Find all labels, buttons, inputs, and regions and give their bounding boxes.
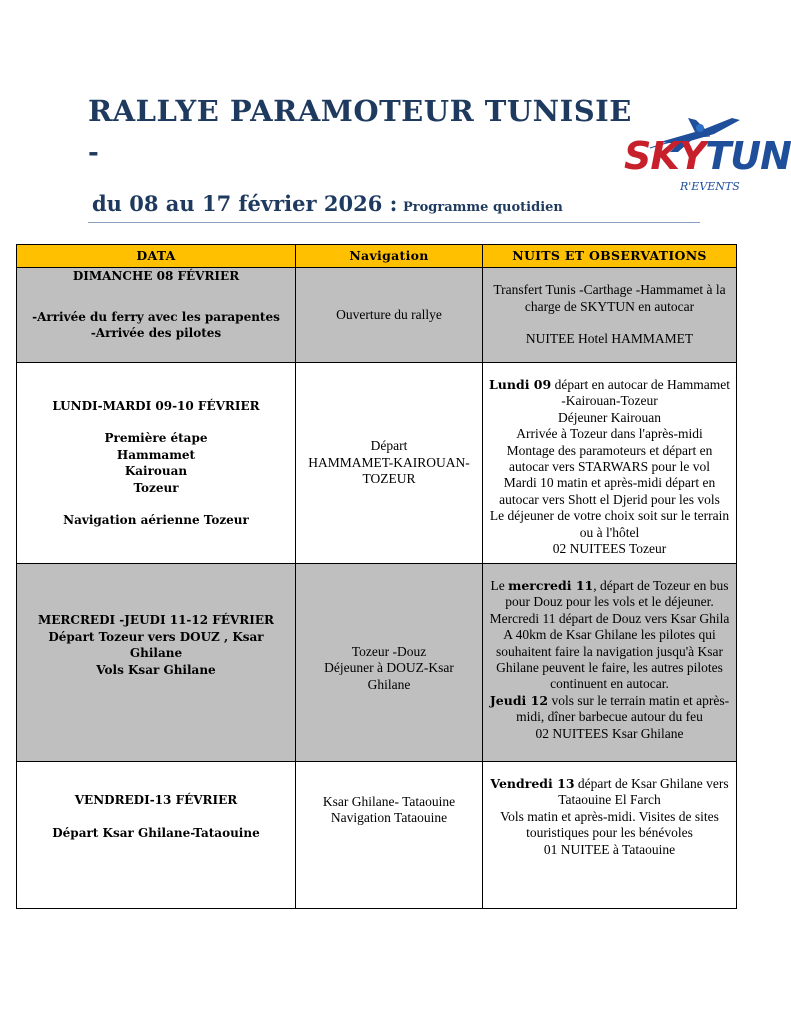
navigation-line: HAMMAMET-KAIROUAN-TOZEUR [308,454,470,487]
observation-line: 02 NUITEES Ksar Ghilane [535,725,684,741]
observation-line: Vols matin et après-midi. Visites de sites touristiques pour les bénévoles [500,808,719,841]
row-observations-cell [483,762,737,909]
title-dash: - [88,138,99,168]
document-header [84,88,791,228]
day-label: DIMANCHE 08 FÉVRIER [72,269,240,283]
detail-line: Tozeur [133,480,179,495]
row-navigation-cell [296,762,483,909]
detail-line: -Arrivée du ferry avec les parapentes [32,309,280,324]
table-row [17,564,737,762]
observation-line: Arrivée à Tozeur dans l'après-midi [516,426,703,442]
row-observations-cell [483,268,737,363]
program-table [16,244,737,909]
row-navigation-cell [296,564,483,762]
day-label: LUNDI-MARDI 09-10 FÉVRIER [52,398,260,413]
observation-line: Transfert Tunis -Carthage -Hammamet à la charge de SKYTUN en autocar [493,282,726,314]
navigation-line: Ouverture du rallye [336,306,442,322]
column-header-data: DATA [17,245,296,268]
program-label: Programme quotidien [402,200,563,215]
observation-line: Le mercredi 11, départ de Tozeur en bus pour Douz pour les vols et le déjeuner. [490,578,729,610]
detail-line: Vols Ksar Ghilane [96,662,216,677]
table-row [17,762,737,909]
detail-line: Première étape [104,431,208,445]
row-observations-cell [483,363,737,564]
dates-subtitle [92,191,563,216]
observation-line: Lundi 09 départ en autocar de Hammamet -Kairouan-Tozeur [489,377,730,409]
day-label: MERCREDI -JEUDI 11-12 FÉVRIER [38,613,274,627]
row-data-cell [17,564,296,762]
observation-line: 02 NUITEES Tozeur [552,541,667,557]
navigation-line: Tozeur -Douz [351,644,427,659]
detail-line: Kairouan [124,464,188,478]
row-navigation-cell [296,268,483,363]
detail-line: Navigation aérienne Tozeur [63,513,249,527]
navigation-line: Départ [370,438,408,454]
navigation-line: Ksar Ghilane- Tataouine [322,794,456,809]
navigation-line: Déjeuner à DOUZ-Ksar Ghilane [324,660,454,692]
row-navigation-cell [296,363,483,564]
table-header-row [17,245,737,268]
column-header-observations: NUITS ET OBSERVATIONS [483,245,737,268]
row-observations-cell [483,564,737,762]
dates-range: du 08 au 17 février 2026 : [92,191,398,216]
detail-line: Départ Ksar Ghilane-Tataouine [52,825,260,840]
observation-line: Vendredi 13 départ de Ksar Ghilane vers Tataouine El Farch [490,776,729,808]
observation-line: Jeudi 12 vols sur le terrain matin et après-midi, dîner barbecue autour du feu [489,692,730,725]
detail-line: Départ Tozeur vers DOUZ , Ksar Ghilane [48,629,264,660]
detail-line: Hammamet [116,447,196,462]
skytun-logo [620,108,791,208]
logo-subtitle: R'EVENTS [680,180,740,193]
detail-line: -Arrivée des pilotes [90,326,222,340]
document-title: RALLYE PARAMOTEUR TUNISIE [88,94,632,128]
header-divider [88,222,700,223]
observation-line: NUITEE Hotel HAMMAMET [525,331,694,347]
observation-line: Montage des paramoteurs et départ en autocar vers STARWARS pour le vol [506,442,713,475]
row-data-cell [17,762,296,909]
observation-line: 01 NUITEE à Tataouine [543,841,676,857]
observation-line: Mardi 10 matin et après-midi départ en autocar vers Shott el Djerid pour les vols [499,475,720,507]
row-data-cell [17,363,296,564]
table-row [17,363,737,564]
observation-line: Déjeuner Kairouan [557,409,662,425]
observation-line: Le déjeuner de votre choix soit sur le terrain ou à l'hôtel [489,508,730,540]
column-header-navigation: Navigation [296,245,483,268]
navigation-line: Navigation Tataouine [330,810,448,826]
day-label: VENDREDI-13 FÉVRIER [74,793,238,807]
row-data-cell [17,268,296,363]
table-row [17,268,737,363]
observation-line: A 40km de Ksar Ghilane les pilotes qui souhaitent faire la navigation jusqu'à Ksar Ghilane peuvent le faire, les autres pilotes continuent en autocar. [496,627,723,692]
logo-wordmark: SKYTUN [624,134,791,178]
observation-line: Mercredi 11 départ de Douz vers Ksar Ghila [489,610,730,626]
